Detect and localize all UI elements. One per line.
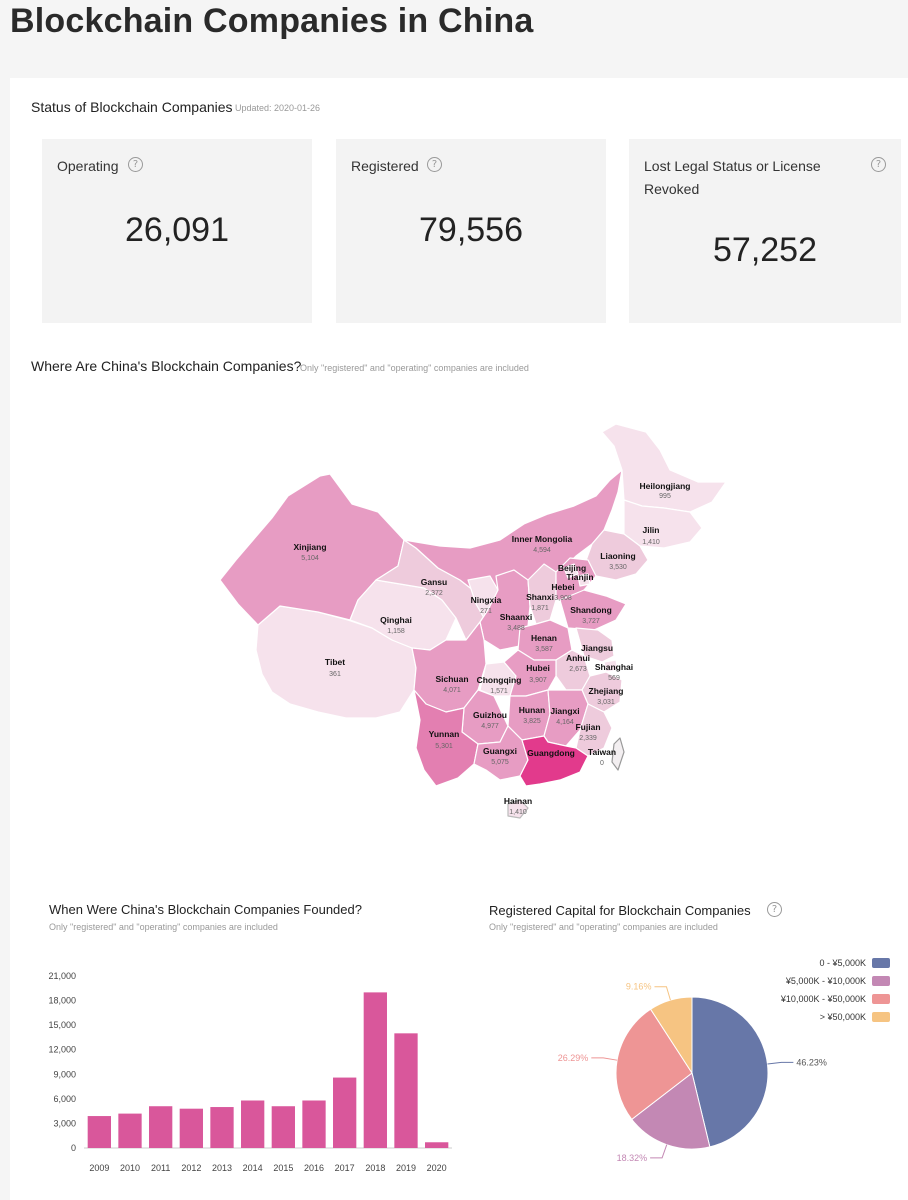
operating-value: 26,091	[125, 211, 229, 249]
updated-date: Updated: 2020-01-26	[235, 103, 321, 113]
registered-label: Registered	[351, 158, 419, 174]
x-tick-label: 2010	[119, 1163, 141, 1173]
map-section-title: Where Are China's Blockchain Companies?	[31, 358, 302, 374]
x-tick-label: 2011	[150, 1163, 171, 1173]
province-name: Taiwan	[587, 747, 617, 757]
province-value: 2,339	[579, 735, 597, 742]
help-icon[interactable]: ?	[128, 157, 143, 172]
province-name: Tianjin	[566, 572, 594, 582]
province-name: Zhejiang	[588, 686, 624, 696]
province-name: Fujian	[575, 722, 601, 732]
province-name: Liaoning	[600, 551, 636, 561]
province-name: Sichuan	[435, 674, 469, 684]
status-section-title: Status of Blockchain Companies	[31, 99, 233, 115]
province-value: 5,104	[301, 555, 319, 562]
capital-chart-title: Registered Capital for Blockchain Companies	[489, 903, 751, 918]
province-value: 3,908	[554, 595, 572, 602]
province-name: Chongqing	[476, 675, 522, 685]
province-value: 2,372	[425, 590, 443, 597]
capital-chart-note: Only "registered" and "operating" companies are included	[489, 922, 718, 932]
y-tick-label: 12,000	[48, 1044, 76, 1055]
province-name: Guangdong	[527, 748, 575, 758]
x-tick-label: 2014	[242, 1163, 263, 1173]
province-name: Hebei	[551, 582, 575, 592]
province-name: Shandong	[570, 605, 612, 615]
province-name: Gansu	[420, 577, 448, 587]
province-value: 4,071	[443, 687, 461, 694]
province-name: Ningxia	[470, 595, 502, 605]
province-name: Hunan	[518, 705, 546, 715]
province-value: 1,410	[509, 809, 527, 816]
y-tick-label: 21,000	[48, 971, 76, 981]
y-tick-label: 15,000	[48, 1020, 76, 1031]
legend-label: ¥5,000K - ¥10,000K	[785, 976, 866, 986]
province-name: Beijing	[557, 563, 587, 573]
province-name: Guizhou	[473, 710, 507, 720]
province-value: 3,530	[609, 564, 627, 571]
legend-label: 0 - ¥5,000K	[819, 958, 866, 968]
province-value: 5,301	[435, 743, 453, 750]
province-name: Tibet	[324, 657, 346, 667]
revoked-value: 57,252	[713, 231, 817, 269]
province-value: 3,727	[582, 618, 600, 625]
pie-label: 26.29%	[557, 1052, 589, 1063]
map-note: Only "registered" and "operating" companies are included	[300, 363, 529, 373]
province-value: 3,031	[597, 699, 615, 706]
province-value: 995	[659, 493, 671, 500]
legend-label: ¥10,000K - ¥50,000K	[780, 994, 866, 1004]
province-name: Henan	[531, 633, 557, 643]
province-value: 3,825	[523, 718, 541, 725]
y-tick-label: 6,000	[53, 1093, 76, 1104]
x-tick-label: 2017	[334, 1163, 355, 1173]
province-value: 569	[608, 675, 620, 682]
x-tick-label: 2013	[211, 1163, 233, 1173]
province-name: Xinjiang	[293, 542, 327, 552]
x-tick-label: 2018	[365, 1163, 386, 1173]
founded-chart-title: When Were China's Blockchain Companies Founded?	[49, 902, 362, 917]
x-tick-label: 2019	[395, 1163, 417, 1173]
founded-chart-note: Only "registered" and "operating" companies are included	[49, 922, 278, 932]
province-name: Inner Mongolia	[511, 534, 573, 544]
province-name: Qinghai	[380, 615, 412, 625]
y-tick-label: 3,000	[53, 1118, 76, 1129]
y-tick-label: 18,000	[48, 995, 76, 1006]
y-tick-label: 9,000	[53, 1069, 76, 1080]
province-value: 361	[329, 671, 341, 678]
province-value: 2,673	[569, 666, 587, 673]
pie-label: 46.23%	[796, 1057, 827, 1068]
province-value: 4,594	[533, 547, 551, 554]
x-tick-label: 2016	[303, 1163, 325, 1173]
province-name: Guangxi	[482, 746, 518, 756]
province-value: 5,075	[491, 759, 509, 766]
y-tick-label: 0	[70, 1143, 76, 1153]
x-tick-label: 2012	[181, 1163, 202, 1173]
province-value: 3,488	[507, 625, 525, 632]
registered-value: 79,556	[419, 211, 523, 249]
province-name: Hainan	[503, 796, 533, 806]
province-value: 1,410	[642, 539, 660, 546]
province-value: 3,587	[535, 646, 553, 653]
province-name: Yunnan	[428, 729, 460, 739]
revoked-label-line2: Revoked	[644, 181, 700, 197]
revoked-label-line1: Lost Legal Status or License	[644, 158, 821, 174]
province-value: 1,158	[387, 628, 405, 635]
pie-label: 9.16%	[625, 981, 652, 992]
province-value: 4,977	[481, 723, 499, 730]
help-icon[interactable]: ?	[871, 157, 886, 172]
help-icon[interactable]: ?	[427, 157, 442, 172]
legend-label: > ¥50,000K	[819, 1012, 866, 1022]
x-tick-label: 2009	[89, 1163, 110, 1173]
province-name: Heilongjiang	[639, 481, 691, 491]
operating-label: Operating	[57, 158, 119, 174]
province-value: 1,571	[490, 688, 508, 695]
province-name: Jilin	[642, 525, 660, 535]
page-title: Blockchain Companies in China	[10, 2, 534, 40]
province-name: Hubei	[526, 663, 550, 673]
province-value: 271	[480, 608, 492, 615]
x-tick-label: 2015	[273, 1163, 294, 1173]
pie-label: 18.32%	[616, 1152, 648, 1163]
help-icon[interactable]: ?	[767, 902, 782, 917]
province-name: Shanxi	[526, 592, 554, 602]
province-name: Anhui	[565, 653, 591, 663]
province-value: 0	[600, 760, 604, 767]
province-value: 3,907	[529, 677, 547, 684]
province-name: Jiangxi	[550, 706, 580, 716]
province-name: Shaanxi	[499, 612, 533, 622]
province-name: Jiangsu	[580, 643, 614, 653]
x-tick-label: 2020	[426, 1163, 447, 1173]
province-value: 4,164	[556, 719, 574, 726]
province-value: 1,871	[531, 605, 549, 612]
province-name: Shanghai	[594, 662, 634, 672]
